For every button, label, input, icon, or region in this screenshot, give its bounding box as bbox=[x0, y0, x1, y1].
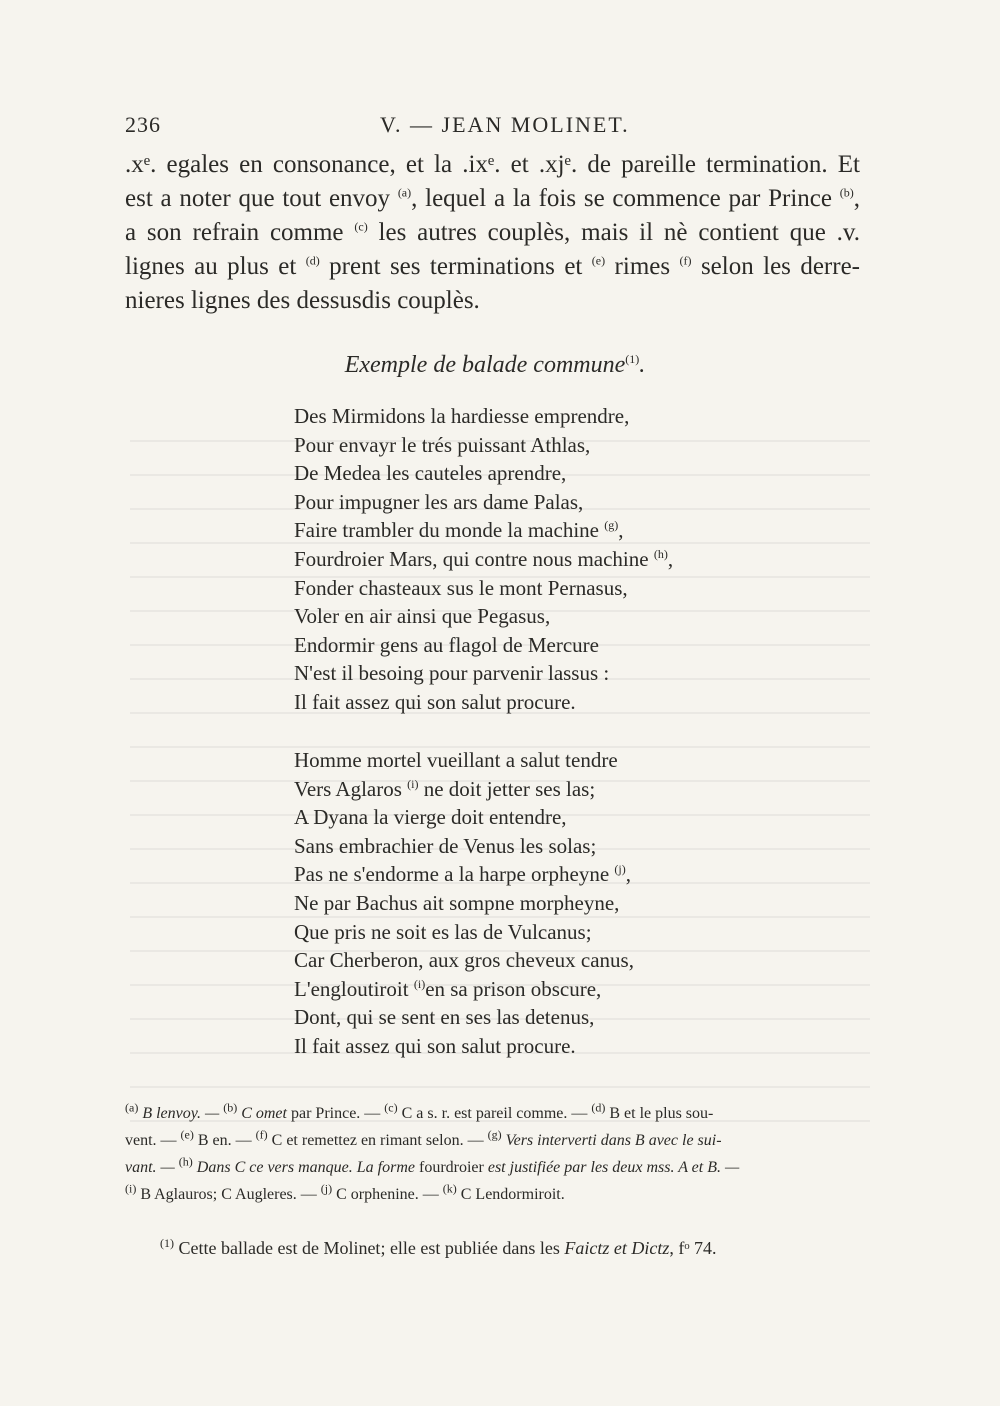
note-text: Dans C ce vers manque. La forme bbox=[192, 1159, 415, 1176]
paragraph-line bbox=[125, 216, 860, 250]
note-mark: (e) bbox=[591, 253, 606, 268]
verse-line: Sans embrachier de Venus les solas; bbox=[294, 833, 597, 858]
text-run: lignes au plus et bbox=[125, 253, 306, 280]
verse-line: Fonder chasteaux sus le mont Pernasus, bbox=[294, 575, 628, 600]
note-line bbox=[125, 1154, 865, 1181]
note-mark: (a) bbox=[397, 185, 412, 200]
verse-line: Que pris ne soit es las de Vulcanus; bbox=[294, 919, 592, 944]
text-run: , bbox=[853, 185, 860, 212]
verse-text: L'engloutiroit bbox=[294, 976, 409, 1001]
paragraph-line bbox=[125, 250, 860, 284]
verse-line: De Medea les cauteles aprendre, bbox=[294, 461, 567, 486]
note-mark: (e) bbox=[180, 1127, 194, 1142]
verse-line bbox=[294, 545, 854, 574]
verse-line: N'est il besoing pour parvenir lassus : bbox=[294, 661, 610, 686]
verse-line: Dont, qui se sent en ses las detenus, bbox=[294, 1005, 595, 1030]
verse-line: Pour envayr le trés puissant Athlas, bbox=[294, 432, 591, 457]
note-mark: (c) bbox=[354, 219, 368, 234]
note-mark: (k) bbox=[442, 1181, 457, 1196]
verse-text: en sa prison obscure, bbox=[425, 976, 602, 1001]
note-mark: (f) bbox=[679, 253, 692, 268]
note-text: C a s. r. est pareil comme. — bbox=[397, 1105, 592, 1122]
text-run: a son refrain comme bbox=[125, 219, 355, 246]
verse-text: , bbox=[667, 546, 674, 571]
verse-line: Il fait assez qui son salut procure. bbox=[294, 1033, 576, 1058]
note-text: B en. — bbox=[193, 1132, 256, 1149]
note-text: C et remettez en rimant selon. — bbox=[267, 1132, 488, 1149]
note-text: vant. — bbox=[125, 1159, 179, 1176]
verse-text: Faire trambler du monde la machine bbox=[294, 518, 599, 543]
note-text: Vers interverti dans B avec le sui- bbox=[501, 1132, 722, 1149]
note-mark: (1) bbox=[160, 1236, 174, 1250]
note-mark: (b) bbox=[223, 1100, 238, 1115]
paragraph-line: .xᵉ. egales en consonance, et la .ixᵉ. et .xjᵉ. de pareille termination. Et bbox=[125, 151, 860, 178]
text-run: selon les derre- bbox=[691, 253, 860, 280]
verse-line: Voler en air ainsi que Pegasus, bbox=[294, 604, 551, 629]
note-text: vent. — bbox=[125, 1132, 181, 1149]
verse-line: Des Mirmidons la hardiesse emprendre, bbox=[294, 404, 630, 428]
verse-line: A Dyana la vierge doit entendre, bbox=[294, 805, 567, 830]
variant-notes bbox=[125, 1100, 865, 1208]
footnote-text: , fᵒ 74. bbox=[669, 1238, 717, 1258]
note-mark: (j) bbox=[614, 862, 626, 877]
section-heading bbox=[125, 352, 865, 379]
verse-text: Fourdroier Mars, qui contre nous machine bbox=[294, 546, 649, 571]
verse-line: Homme mortel vueillant a salut tendre bbox=[294, 748, 618, 772]
note-text: C Lendormiroit. bbox=[456, 1186, 565, 1203]
note-text: par Prince. — bbox=[286, 1105, 385, 1122]
note-mark: (d) bbox=[591, 1100, 606, 1115]
text-run: rimes bbox=[605, 253, 680, 280]
note-text: C omet bbox=[237, 1105, 287, 1122]
verse-text: Vers Aglaros bbox=[294, 776, 402, 801]
paragraph-line: nieres lignes des dessusdis couplès. bbox=[125, 287, 480, 314]
note-text: fourdroier bbox=[414, 1159, 488, 1176]
note-mark: (i) bbox=[413, 976, 426, 991]
note-mark: (i) bbox=[407, 776, 419, 791]
page-header bbox=[125, 112, 865, 142]
note-text: B lenvoy. — bbox=[138, 1105, 224, 1122]
note-mark: (f) bbox=[255, 1127, 268, 1142]
running-title: V. — JEAN MOLINET. bbox=[380, 112, 630, 137]
text-run: est a noter que tout envoy bbox=[125, 185, 398, 212]
note-mark: (g) bbox=[604, 518, 619, 533]
text-run: , lequel a la fois se commence par Prince bbox=[411, 185, 840, 212]
heading-text: Exemple de balade commune bbox=[344, 352, 626, 378]
note-mark: (c) bbox=[384, 1100, 398, 1115]
verse-line bbox=[294, 516, 854, 545]
verse-line: Endormir gens au flagol de Mercure bbox=[294, 632, 599, 657]
stanza-2 bbox=[294, 746, 854, 1061]
note-mark: (1) bbox=[625, 352, 640, 366]
text-run: les autres couplès, mais il nè contient que .v. bbox=[367, 219, 860, 246]
note-line bbox=[125, 1181, 865, 1208]
verse-line: Pour impugner les ars dame Palas, bbox=[294, 489, 584, 514]
note-text: C orphenine. — bbox=[332, 1186, 443, 1203]
note-mark: (h) bbox=[653, 546, 668, 561]
stanza-1 bbox=[294, 402, 854, 717]
heading-end: . bbox=[639, 352, 646, 378]
verse-line: Car Cherberon, aux gros cheveux canus, bbox=[294, 948, 634, 973]
footnote-title: Faictz et Dictz bbox=[564, 1238, 670, 1258]
text-run: prent ses terminations et bbox=[319, 253, 592, 280]
footnote-text: Cette ballade est de Molinet; elle est publiée dans les bbox=[174, 1238, 565, 1258]
footnote-1 bbox=[160, 1238, 865, 1259]
note-line bbox=[125, 1100, 865, 1127]
note-text: B et le plus sou- bbox=[605, 1105, 714, 1122]
note-mark: (g) bbox=[487, 1127, 502, 1142]
intro-paragraph bbox=[125, 148, 860, 318]
verse-text: ne doit jetter ses las; bbox=[423, 776, 596, 801]
verse-text: , bbox=[625, 862, 631, 887]
note-mark: (b) bbox=[839, 185, 854, 200]
verse-text: , bbox=[618, 518, 624, 543]
verse-line bbox=[294, 860, 854, 889]
note-mark: (h) bbox=[178, 1154, 193, 1169]
note-mark: (d) bbox=[305, 253, 320, 268]
paragraph-line bbox=[125, 182, 860, 216]
note-text: est justifiée par les deux mss. A et B. — bbox=[487, 1159, 740, 1176]
verse-line bbox=[294, 775, 854, 804]
note-mark: (i) bbox=[125, 1181, 137, 1196]
page-number: 236 bbox=[125, 112, 161, 137]
verse-line: Ne par Bachus ait sompne morpheyne, bbox=[294, 890, 620, 915]
note-text: B Aglauros; C Augleres. — bbox=[136, 1186, 321, 1203]
note-line bbox=[125, 1127, 865, 1154]
verse-line bbox=[294, 975, 854, 1004]
verse-text: Pas ne s'endorme a la harpe orpheyne bbox=[294, 862, 610, 887]
note-mark: (j) bbox=[320, 1181, 333, 1196]
note-mark: (a) bbox=[125, 1100, 139, 1115]
verse-line: Il fait assez qui son salut procure. bbox=[294, 689, 576, 714]
